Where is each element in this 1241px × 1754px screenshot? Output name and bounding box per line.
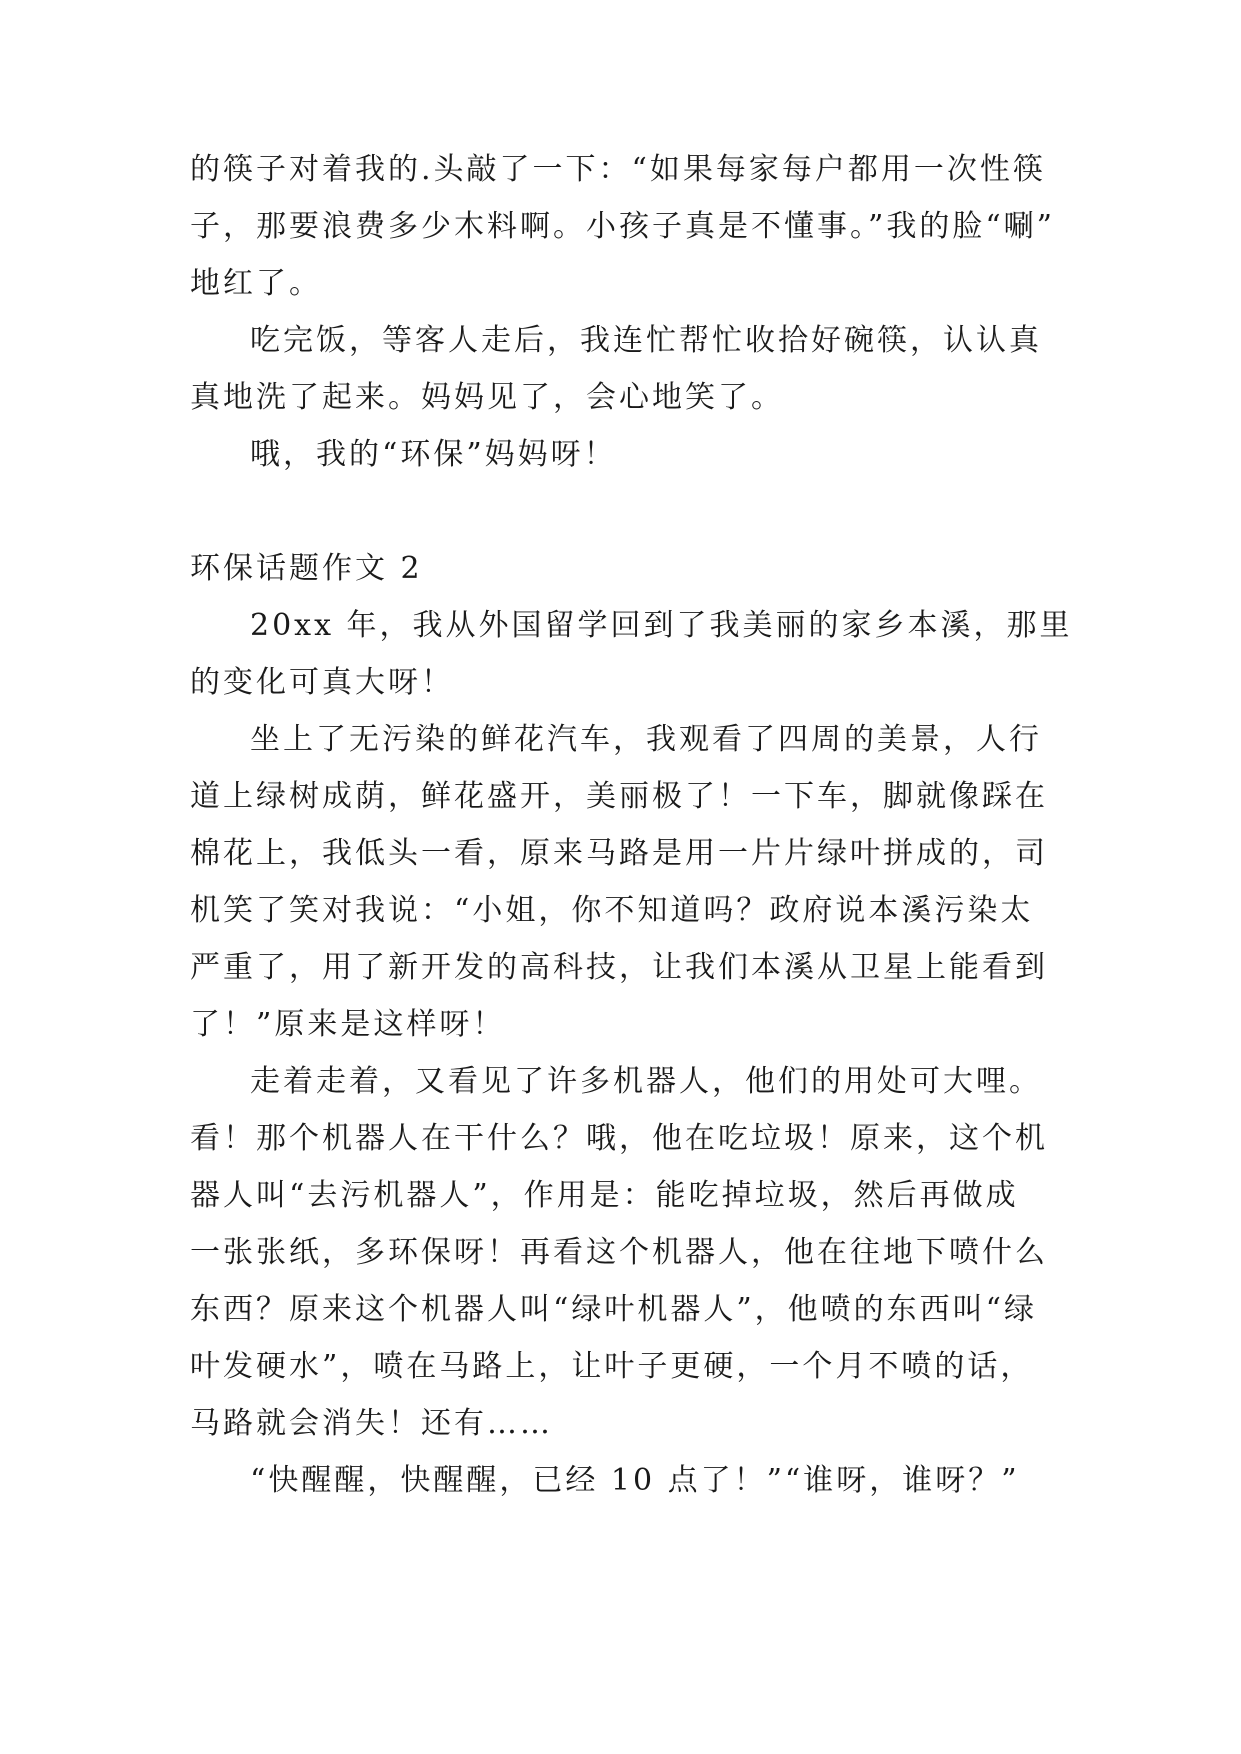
- paragraph-line: 东西？原来这个机器人叫“绿叶机器人”，他喷的东西叫“绿: [190, 1292, 1038, 1327]
- paragraph-line: 20xx 年，我从外国留学回到了我美丽的家乡本溪，那里: [250, 608, 1073, 643]
- paragraph-line: 走着走着，又看见了许多机器人，他们的用处可大哩。: [250, 1064, 1042, 1099]
- paragraph-line: 的筷子对着我的.头敲了一下：“如果每家每户都用一次性筷: [190, 152, 1046, 187]
- section-heading: 环保话题作文 2: [190, 551, 423, 586]
- paragraph-line: 机笑了笑对我说：“小姐，你不知道吗？政府说本溪污染太: [190, 893, 1034, 928]
- paragraph-line: 的变化可真大呀！: [190, 665, 454, 700]
- paragraph-line: 真地洗了起来。妈妈见了，会心地笑了。: [190, 380, 784, 415]
- paragraph-line: 一张张纸，多环保呀！再看这个机器人，他在往地下喷什么: [190, 1235, 1048, 1270]
- paragraph-line: 严重了，用了新开发的高科技，让我们本溪从卫星上能看到: [190, 950, 1048, 985]
- paragraph-line: 子，那要浪费多少木料啊。小孩子真是不懂事。”我的脸“唰”: [190, 209, 1056, 244]
- paragraph-line: 哦，我的“环保”妈妈呀！: [250, 437, 617, 472]
- paragraph-line: 马路就会消失！还有……: [190, 1406, 553, 1441]
- paragraph-line: 器人叫“去污机器人”，作用是：能吃掉垃圾，然后再做成: [190, 1178, 1019, 1213]
- paragraph-line: 坐上了无污染的鲜花汽车，我观看了四周的美景，人行: [250, 722, 1042, 757]
- paragraph-line: 看！那个机器人在干什么？哦，他在吃垃圾！原来，这个机: [190, 1121, 1048, 1156]
- paragraph-line: 了！”原来是这样呀！: [190, 1007, 506, 1042]
- paragraph-line: 吃完饭，等客人走后，我连忙帮忙收拾好碗筷，认认真: [250, 323, 1042, 358]
- paragraph-line: 道上绿树成荫，鲜花盛开，美丽极了！一下车，脚就像踩在: [190, 779, 1048, 814]
- paragraph-line: 地红了。: [190, 266, 322, 301]
- paragraph-line: 叶发硬水”，喷在马路上，让叶子更硬，一个月不喷的话，: [190, 1349, 1034, 1384]
- paragraph-line: 棉花上，我低头一看，原来马路是用一片片绿叶拼成的，司: [190, 836, 1048, 871]
- paragraph-line: “快醒醒，快醒醒，已经 10 点了！”“谁呀，谁呀？”: [250, 1463, 1020, 1498]
